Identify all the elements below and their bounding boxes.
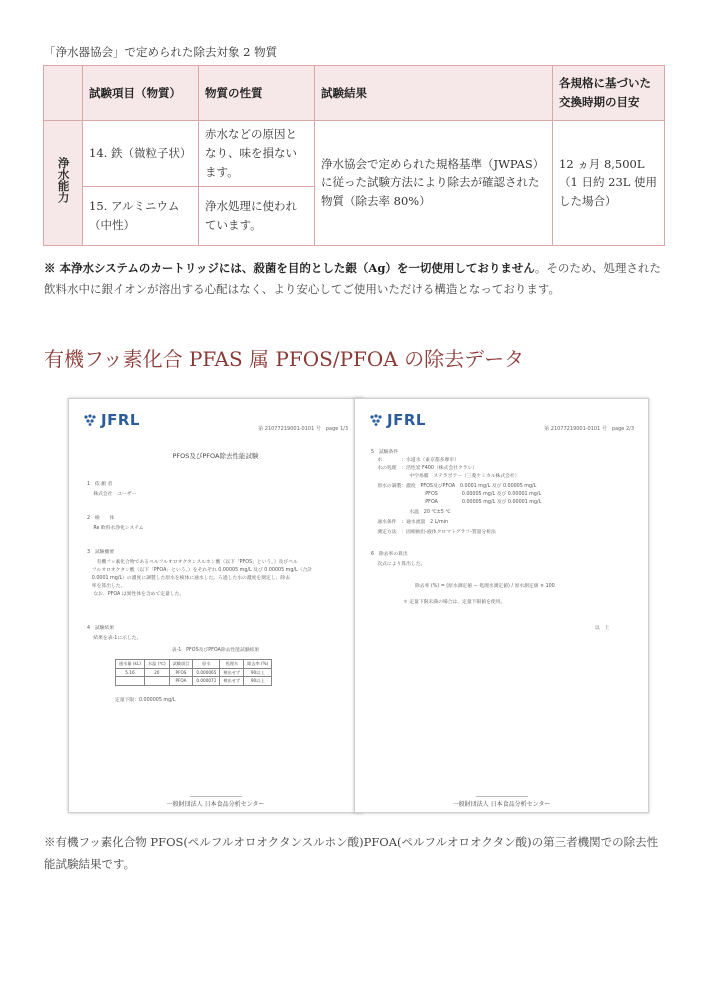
removal-formula: 除去率 (%) = (原水測定値 − 処理水測定値) / 原水測定値 × 100 bbox=[415, 584, 555, 589]
results-mini-table bbox=[115, 659, 272, 686]
spec-table bbox=[43, 65, 665, 246]
header-result: 試験結果 bbox=[315, 66, 553, 121]
item-cell: 14. 鉄（微粒子状） bbox=[83, 121, 199, 187]
end-mark: 以 上 bbox=[595, 626, 610, 631]
report-title: PFOS及びPFOA除去性能試験 bbox=[172, 452, 259, 460]
doc1-line: 有機フッ素化合物であるペルフルオロオクタンスルホン酸（以下「PFOS」という。）及びペル bbox=[87, 560, 298, 565]
report-page-2 bbox=[354, 398, 649, 813]
replacement-cell: 12 ヵ月 8,500L（1 日約 23L 使用した場合） bbox=[553, 121, 665, 246]
header-item: 試験項目（物質） bbox=[83, 66, 199, 121]
formula-note: ＊ 定量下限未満の場合は、定量下限値を使用。 bbox=[403, 600, 506, 605]
footer-text: 一般財団法人 日本食品分析センター bbox=[166, 801, 265, 808]
mini-head: 除去率 (%) bbox=[244, 660, 272, 669]
doc2-line: 水 ：水道水（東京都多摩市） bbox=[371, 458, 459, 463]
doc1-line: 2 検 体 bbox=[87, 516, 115, 521]
property-cell: 浄水処理に使われています。 bbox=[199, 186, 315, 245]
mini-cell: 検出せず bbox=[220, 668, 244, 677]
category-label: 浄水能力 bbox=[56, 157, 71, 204]
category-cell bbox=[44, 121, 83, 246]
mini-head: 処理水 bbox=[220, 660, 244, 669]
report-footer bbox=[355, 796, 648, 808]
mini-cell: 90以上 bbox=[244, 677, 272, 686]
mini-cell bbox=[116, 677, 145, 686]
mini-cell: 0.000065 bbox=[193, 668, 220, 677]
table-caption: 「浄水器協会」で定められた除去対象 2 物質 bbox=[44, 45, 278, 59]
section-title: 有機フッ素化合 PFAS 属 PFOS/PFOA の除去データ bbox=[44, 347, 525, 371]
mini-head: 試験項目 bbox=[169, 660, 193, 669]
report-footer bbox=[69, 796, 362, 808]
doc1-line: 4 試験結果 bbox=[87, 626, 115, 631]
doc2-line: 測定方法 ：固相抽出-液体クロマトグラフ-質量分析法 bbox=[371, 530, 496, 535]
property-cell: 赤水などの原因となり、味を損ないます。 bbox=[199, 121, 315, 187]
doc1-line: なお、PFOA は異性体を含めて定量した。 bbox=[87, 592, 185, 597]
mini-cell: 0.000071 bbox=[193, 677, 220, 686]
header-property: 物質の性質 bbox=[199, 66, 315, 121]
mini-cell: 20 bbox=[144, 668, 169, 677]
report-page-1 bbox=[68, 398, 363, 813]
mini-cell bbox=[144, 677, 169, 686]
pfas-footnote: ※有機フッ素化合物 PFOS(ペルフルオロオクタンスルホン酸)PFOA(ペルフルオロオクタン酸)の第三者機関での除去性能試験結果です。 bbox=[44, 835, 659, 871]
doc2-line: 中空糸膜 ステラポアー（三菱ケミカル株式会社） bbox=[371, 474, 520, 479]
doc1-line: 0.0001 mg/L）の濃度に調製した原水を検体に通水した。ろ過した水の濃度を測定し、除去 bbox=[87, 576, 291, 581]
mini-cell: PFOS bbox=[169, 668, 193, 677]
doc1-line: 率を算出した。 bbox=[87, 584, 126, 589]
mini-head: 原水 bbox=[193, 660, 220, 669]
jfrl-logo-text: JFRL bbox=[387, 411, 426, 429]
mini-cell: 5.16 bbox=[116, 668, 145, 677]
footer-text: 一般財団法人 日本食品分析センター bbox=[452, 801, 551, 808]
doc2-line: 水の処理 ：活性炭 F400（株式会社クラレ） bbox=[371, 466, 478, 471]
doc1-line: 3 試験概要 bbox=[87, 550, 115, 555]
jfrl-logo bbox=[83, 411, 140, 429]
corner-cell bbox=[44, 66, 83, 121]
doc1-line: 結果を表-1に示した。 bbox=[87, 636, 142, 641]
doc2-line: 原水の調製：濃度 PFOS及びPFOA 0.0001 mg/L 及び 0.00005 mg/L bbox=[371, 484, 537, 489]
doc1-line: フルオロオクタン酸（以下「PFOA」という。）をそれぞれ 0.00005 mg/L 及び 0.00005 mg/L（合計 bbox=[87, 568, 313, 573]
jfrl-logo bbox=[369, 411, 426, 429]
silver-note bbox=[44, 258, 666, 300]
mini-cell: PFOA bbox=[169, 677, 193, 686]
doc1-line: 株式会社 ユーザー bbox=[87, 492, 137, 497]
doc2-line: 水温 20 ℃±5 ℃ bbox=[371, 510, 451, 515]
jfrl-logo-text: JFRL bbox=[101, 411, 140, 429]
report-number: 第 21077219001-0101 号 page 2/3 bbox=[544, 426, 634, 432]
mini-table-caption: 表-1 PFOS及びPFOA除去性能試験結果 bbox=[171, 648, 260, 653]
item-cell: 15. アルミニウム（中性） bbox=[83, 186, 199, 245]
doc2-line: 通水条件 ：通水流量 2 L/min bbox=[371, 520, 448, 525]
doc1-line: 1 依 頼 者 bbox=[87, 482, 113, 487]
jfrl-mark-icon bbox=[369, 414, 383, 426]
silver-note-bold: ※ 本浄水システムのカートリッジには、殺菌を目的とした銀（Ag）を一切使用しておりません bbox=[44, 261, 535, 275]
doc2-line: PFOA 0.00005 mg/L 及び 0.00001 mg/L bbox=[371, 500, 542, 505]
doc1-line: Re 飲料水浄化システム bbox=[87, 526, 144, 531]
doc2-line: 次式により算出した。 bbox=[371, 562, 426, 567]
jfrl-mark-icon bbox=[83, 414, 97, 426]
doc2-line: 5 試験条件 bbox=[371, 450, 399, 455]
silver-note-rest: 。そのため、処理された飲料水中に銀イオンが溶出する心配はなく、より安心してご使用いただける構造となっております。 bbox=[44, 261, 661, 296]
doc2-line: PFOS 0.00005 mg/L 及び 0.00001 mg/L bbox=[371, 492, 542, 497]
mini-head: 水温 (℃) bbox=[144, 660, 169, 669]
report-number: 第 21077219001-0101 号 page 1/3 bbox=[258, 426, 348, 432]
result-cell: 浄水協会で定められた規格基準（JWPAS）に従った試験方法により除去が確認された物質（除去率 80%） bbox=[315, 121, 553, 246]
header-replacement: 各規格に基づいた交換時期の目安 bbox=[553, 66, 665, 121]
mini-table-footnote: 定量下限：0.000005 mg/L bbox=[115, 698, 176, 703]
mini-cell: 90以上 bbox=[244, 668, 272, 677]
doc2-line: 6 除去率の算出 bbox=[371, 552, 408, 557]
mini-head: 通水量 (kL) bbox=[116, 660, 145, 669]
mini-cell: 検出せず bbox=[220, 677, 244, 686]
